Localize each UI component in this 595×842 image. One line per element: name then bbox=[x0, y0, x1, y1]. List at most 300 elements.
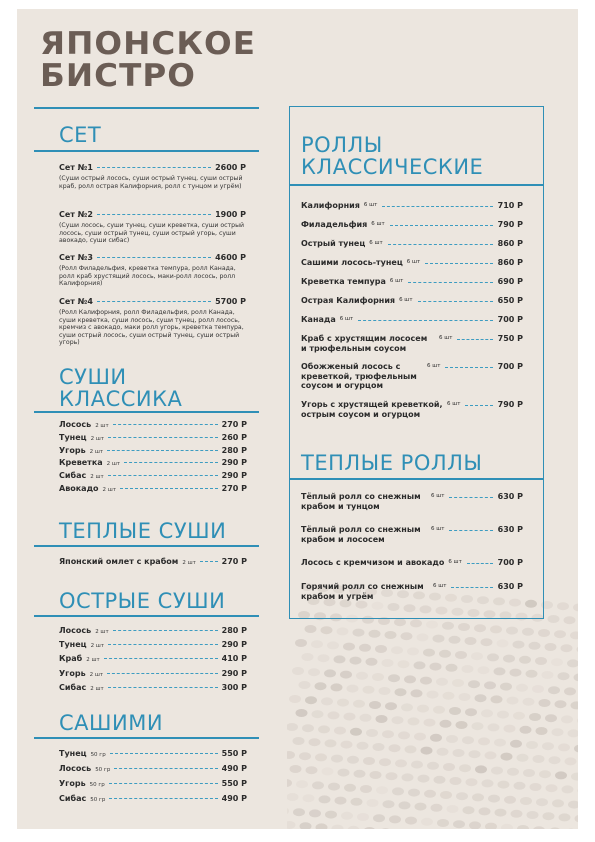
texture-cell bbox=[360, 785, 372, 793]
texture-cell bbox=[367, 799, 379, 807]
texture-cell bbox=[417, 705, 429, 713]
texture-cell bbox=[287, 807, 289, 815]
texture-cell bbox=[334, 655, 346, 663]
item-qty: 2 шт bbox=[90, 643, 105, 650]
texture-cell bbox=[302, 653, 314, 661]
texture-cell bbox=[533, 755, 545, 763]
menu-row bbox=[59, 764, 247, 775]
texture-cell bbox=[478, 666, 490, 674]
texture-cell bbox=[504, 725, 516, 733]
texture-cell bbox=[565, 757, 577, 765]
texture-cell bbox=[510, 669, 522, 677]
texture-cell bbox=[539, 770, 551, 778]
leader-dots bbox=[113, 424, 218, 425]
texture-cell bbox=[481, 709, 493, 717]
texture-cell bbox=[472, 722, 484, 730]
set-description: (Суши острый лосось, суши острый тунец, суши острый краб, ролл острая Калифорния, ролл с тунцом и угрём) bbox=[59, 175, 243, 190]
texture-cell bbox=[319, 795, 331, 803]
roll-name: Острая Калифорния bbox=[301, 296, 396, 305]
texture-cell bbox=[383, 800, 395, 808]
texture-cell bbox=[523, 698, 535, 706]
texture-cell bbox=[485, 751, 497, 759]
item-name: Угорь bbox=[59, 668, 86, 678]
texture-cell bbox=[465, 637, 477, 645]
roll-price: 700 Р bbox=[497, 558, 523, 567]
texture-cell bbox=[331, 683, 343, 691]
classic-rolls-title-2: КЛАССИЧЕСКИЕ bbox=[301, 155, 484, 179]
texture-cell bbox=[449, 636, 461, 644]
texture-cell bbox=[433, 635, 445, 643]
texture-cell bbox=[485, 823, 497, 829]
set-row bbox=[59, 163, 246, 174]
leader-dots bbox=[108, 644, 218, 645]
texture-cell bbox=[351, 798, 363, 806]
texture-cell bbox=[561, 644, 573, 652]
texture-cell bbox=[507, 768, 519, 776]
texture-cell bbox=[475, 694, 487, 702]
set-description: (Ролл Калифорния, ролл Филадельфия, ролл Канада, суши креветка, суши лосось, суши тунец, ролл лосось, кремчиз с авокадо, маки ролл угорь, креветка темпура, суши острый лосось, суши острый тунец, суши острый угорь) bbox=[59, 309, 244, 347]
texture-cell bbox=[340, 671, 352, 679]
roll-name: Горячий ролл со снежным крабом и угрём bbox=[301, 582, 424, 601]
set-name: Сет №1 bbox=[59, 163, 93, 172]
roll-row bbox=[301, 362, 523, 391]
leader-dots bbox=[97, 257, 211, 258]
texture-cell bbox=[552, 728, 564, 736]
texture-cell bbox=[344, 713, 356, 721]
menu-row bbox=[59, 794, 247, 805]
texture-cell bbox=[408, 789, 420, 797]
item-name: Угорь bbox=[59, 779, 86, 788]
sushi-classic-title-1: СУШИ bbox=[59, 365, 127, 389]
texture-cell bbox=[434, 776, 446, 784]
texture-cell bbox=[421, 818, 433, 826]
item-price: 290 Р bbox=[221, 668, 247, 678]
texture-cell bbox=[471, 652, 483, 660]
sushi-classic-title-2: КЛАССИКА bbox=[59, 387, 183, 411]
roll-qty: 6 шт bbox=[433, 583, 447, 589]
texture-cell bbox=[337, 627, 349, 635]
set-name: Сет №4 bbox=[59, 297, 93, 306]
texture-cell bbox=[469, 750, 481, 758]
leader-dots bbox=[107, 673, 218, 674]
texture-cell bbox=[426, 621, 438, 629]
texture-cell bbox=[344, 784, 356, 792]
roll-name: Острый тунец bbox=[301, 239, 366, 248]
texture-cell bbox=[370, 771, 382, 779]
texture-cell bbox=[558, 743, 570, 751]
texture-cell bbox=[462, 736, 474, 744]
item-qty: 2 шт bbox=[102, 487, 117, 493]
texture-cell bbox=[421, 747, 433, 755]
leader-dots bbox=[97, 214, 211, 215]
leader-dots bbox=[108, 437, 218, 438]
leader-dots bbox=[388, 239, 493, 245]
texture-cell bbox=[287, 723, 298, 731]
texture-cell bbox=[337, 699, 349, 707]
texture-cell bbox=[439, 650, 451, 658]
texture-cell bbox=[287, 779, 292, 787]
texture-cell bbox=[415, 803, 427, 811]
item-name: Тунец bbox=[59, 640, 87, 650]
leader-dots bbox=[465, 400, 492, 406]
item-name: Тунец bbox=[59, 432, 87, 442]
item-price: 280 Р bbox=[221, 445, 247, 455]
texture-cell bbox=[542, 742, 554, 750]
texture-cell bbox=[567, 659, 578, 667]
leader-dots bbox=[108, 475, 218, 476]
texture-cell bbox=[353, 700, 365, 708]
item-price: 410 Р bbox=[221, 654, 247, 664]
set-price: 1900 Р bbox=[215, 210, 246, 219]
texture-cell bbox=[548, 615, 560, 623]
menu-row bbox=[59, 458, 247, 469]
menu-row bbox=[59, 420, 247, 431]
roll-price: 700 Р bbox=[497, 362, 523, 371]
roll-row bbox=[301, 220, 523, 230]
sashimi-divider bbox=[34, 737, 259, 739]
texture-cell bbox=[296, 780, 308, 788]
texture-cell bbox=[564, 687, 576, 695]
menu-row bbox=[59, 433, 247, 444]
texture-cell bbox=[357, 813, 369, 821]
leader-dots bbox=[467, 558, 493, 564]
texture-cell bbox=[548, 686, 560, 694]
roll-qty: 6 шт bbox=[431, 526, 445, 532]
item-name: Краб bbox=[59, 654, 83, 664]
texture-cell bbox=[385, 631, 397, 639]
leader-dots bbox=[449, 525, 492, 531]
texture-cell bbox=[306, 766, 318, 774]
brand-line-1: ЯПОНСКОЕ bbox=[40, 26, 257, 62]
leader-dots bbox=[97, 301, 211, 302]
texture-cell bbox=[295, 639, 307, 647]
texture-cell bbox=[303, 794, 315, 802]
texture-cell bbox=[293, 808, 305, 816]
roll-price: 860 Р bbox=[497, 258, 523, 267]
set-row bbox=[59, 297, 246, 308]
texture-cell bbox=[513, 712, 525, 720]
texture-cell bbox=[506, 627, 518, 635]
texture-cell bbox=[498, 781, 510, 789]
roll-qty: 6 шт bbox=[448, 559, 462, 565]
texture-cell bbox=[357, 742, 369, 750]
texture-cell bbox=[424, 790, 436, 798]
leader-dots bbox=[358, 315, 492, 321]
roll-qty: 6 шт bbox=[406, 259, 421, 265]
leader-dots bbox=[124, 462, 218, 463]
texture-cell bbox=[458, 623, 470, 631]
texture-cell bbox=[290, 765, 302, 773]
leader-dots bbox=[110, 753, 218, 754]
texture-cell bbox=[440, 791, 452, 799]
texture-cell bbox=[523, 769, 535, 777]
set-title: СЕТ bbox=[59, 123, 102, 147]
texture-cell bbox=[405, 745, 417, 753]
texture-cell bbox=[407, 647, 419, 655]
texture-cell bbox=[287, 793, 299, 801]
texture-cell bbox=[309, 809, 321, 817]
roll-price: 710 Р bbox=[497, 201, 523, 210]
set-divider bbox=[34, 150, 259, 152]
item-qty: 50 гр bbox=[89, 782, 105, 788]
texture-cell bbox=[296, 709, 308, 717]
leader-dots bbox=[457, 334, 492, 340]
texture-cell bbox=[551, 658, 563, 666]
texture-cell bbox=[539, 699, 551, 707]
texture-cell bbox=[350, 728, 362, 736]
texture-cell bbox=[437, 819, 449, 827]
item-name: Авокадо bbox=[59, 484, 99, 493]
item-qty: 2 шт bbox=[89, 448, 104, 455]
texture-cell bbox=[350, 657, 362, 665]
texture-cell bbox=[331, 755, 343, 763]
texture-cell bbox=[472, 793, 484, 801]
item-name: Лосось bbox=[59, 764, 92, 773]
menu-row bbox=[59, 669, 247, 680]
texture-cell bbox=[510, 740, 522, 748]
set-price: 4600 Р bbox=[215, 253, 246, 262]
roll-row bbox=[301, 334, 523, 353]
item-qty: 50 гр bbox=[95, 767, 111, 773]
texture-cell bbox=[462, 665, 474, 673]
texture-cell bbox=[575, 815, 579, 823]
texture-cell bbox=[414, 733, 426, 741]
set-description: (Суши лосось, суши тунец, суши креветка, суши острый лосось, суши острый тунец, суши острый угорь, суши авокадо, суши сибас) bbox=[59, 222, 244, 245]
texture-cell bbox=[573, 603, 578, 611]
brand-line-2: БИСТРО bbox=[40, 58, 196, 94]
texture-cell bbox=[526, 741, 538, 749]
texture-cell bbox=[328, 783, 340, 791]
texture-cell bbox=[516, 684, 528, 692]
texture-cell bbox=[568, 729, 579, 737]
texture-cell bbox=[338, 769, 350, 777]
texture-cell bbox=[500, 683, 512, 691]
item-qty: 50 гр bbox=[90, 797, 106, 803]
set-description: (Ролл Филадельфия, креветка темпура, ролл Канада, ролл краб хрустящий лосось, маки-ролл лосось, ролл Калифорния) bbox=[59, 265, 236, 288]
texture-cell bbox=[549, 827, 561, 829]
texture-cell bbox=[453, 820, 465, 828]
leader-dots bbox=[120, 488, 218, 489]
texture-cell bbox=[354, 770, 366, 778]
warm-rolls-divider bbox=[289, 478, 544, 480]
texture-cell bbox=[379, 758, 391, 766]
roll-row bbox=[301, 525, 523, 544]
texture-cell bbox=[558, 672, 570, 680]
roll-name: Креветка темпура bbox=[301, 277, 386, 286]
texture-cell bbox=[447, 805, 459, 813]
roll-row bbox=[301, 558, 523, 568]
texture-cell bbox=[568, 801, 578, 809]
texture-cell bbox=[571, 701, 579, 709]
item-qty: 2 шт bbox=[95, 423, 109, 429]
texture-cell bbox=[430, 734, 442, 742]
item-qty: 2 шт bbox=[90, 435, 105, 442]
texture-cell bbox=[474, 624, 486, 632]
roll-row bbox=[301, 492, 523, 511]
leader-dots bbox=[408, 277, 492, 283]
texture-cell bbox=[517, 754, 529, 762]
texture-cell bbox=[327, 641, 339, 649]
texture-cell bbox=[293, 737, 305, 745]
texture-cell bbox=[417, 633, 429, 641]
leader-dots bbox=[449, 492, 492, 498]
texture-cell bbox=[481, 638, 493, 646]
leader-dots bbox=[451, 582, 492, 588]
texture-cell bbox=[577, 717, 578, 725]
texture-cell bbox=[411, 761, 423, 769]
texture-cell bbox=[420, 677, 432, 685]
texture-cell bbox=[554, 630, 566, 638]
texture-cell bbox=[479, 807, 491, 815]
roll-qty: 6 шт bbox=[439, 335, 453, 341]
texture-cell bbox=[478, 737, 490, 745]
texture-cell bbox=[543, 812, 555, 820]
roll-qty: 6 шт bbox=[363, 202, 378, 208]
texture-cell bbox=[527, 811, 539, 819]
menu-row bbox=[59, 779, 247, 790]
texture-cell bbox=[578, 787, 579, 795]
texture-cell bbox=[427, 691, 439, 699]
texture-cell bbox=[442, 622, 454, 630]
texture-cell bbox=[315, 682, 327, 690]
item-name: Сибас bbox=[59, 682, 87, 692]
texture-cell bbox=[466, 778, 478, 786]
texture-cell bbox=[482, 779, 494, 787]
texture-cell bbox=[494, 739, 506, 747]
texture-cell bbox=[353, 629, 365, 637]
texture-cell bbox=[402, 773, 414, 781]
item-price: 290 Р bbox=[221, 458, 247, 468]
texture-cell bbox=[561, 715, 573, 723]
roll-qty: 6 шт bbox=[399, 297, 413, 303]
leader-dots bbox=[425, 258, 492, 264]
texture-cell bbox=[513, 641, 525, 649]
item-price: 550 Р bbox=[221, 749, 247, 758]
roll-row bbox=[301, 582, 523, 601]
texture-cell bbox=[385, 702, 397, 710]
texture-cell bbox=[433, 706, 445, 714]
texture-cell bbox=[359, 644, 371, 652]
texture-cell bbox=[430, 663, 442, 671]
leader-dots bbox=[108, 687, 218, 688]
texture-cell bbox=[465, 708, 477, 716]
texture-cell bbox=[463, 806, 475, 814]
texture-cell bbox=[341, 812, 353, 820]
texture-cell bbox=[536, 727, 548, 735]
texture-cell bbox=[503, 655, 515, 663]
roll-price: 630 Р bbox=[497, 525, 523, 534]
texture-cell bbox=[577, 645, 579, 653]
texture-cell bbox=[395, 759, 407, 767]
texture-cell bbox=[497, 711, 509, 719]
texture-cell bbox=[449, 707, 461, 715]
menu-row bbox=[59, 683, 247, 694]
texture-cell bbox=[311, 640, 323, 648]
classic-rolls-title-1: РОЛЛЫ bbox=[301, 133, 383, 157]
texture-cell bbox=[427, 762, 439, 770]
texture-cell bbox=[487, 653, 499, 661]
texture-cell bbox=[562, 785, 574, 793]
item-qty: 50 гр bbox=[90, 752, 106, 758]
texture-cell bbox=[366, 658, 378, 666]
texture-cell bbox=[312, 781, 324, 789]
texture-cell bbox=[332, 825, 344, 829]
leader-dots bbox=[382, 201, 492, 207]
texture-cell bbox=[535, 657, 547, 665]
item-price: 550 Р bbox=[221, 779, 247, 788]
item-qty: 2 шт bbox=[90, 685, 104, 692]
brand-logo bbox=[40, 28, 256, 92]
item-price: 290 Р bbox=[221, 471, 247, 481]
roll-row bbox=[301, 296, 523, 306]
texture-cell bbox=[299, 681, 311, 689]
texture-cell bbox=[292, 667, 304, 675]
set-name: Сет №3 bbox=[59, 253, 93, 262]
roll-name: Обожженый лосось с креветкой, трюфельным соусом и огурцом bbox=[301, 362, 417, 391]
texture-cell bbox=[526, 670, 538, 678]
item-name: Тунец bbox=[59, 749, 87, 758]
texture-cell bbox=[423, 649, 435, 657]
texture-cell bbox=[363, 757, 375, 765]
texture-cell bbox=[398, 660, 410, 668]
roll-qty: 6 шт bbox=[431, 493, 445, 499]
texture-cell bbox=[386, 772, 398, 780]
classic-rolls-divider bbox=[289, 184, 544, 186]
texture-cell bbox=[287, 821, 296, 829]
texture-cell bbox=[446, 735, 458, 743]
item-qty: 2 шт bbox=[106, 461, 121, 468]
texture-cell bbox=[325, 739, 337, 747]
texture-cell bbox=[324, 669, 336, 677]
item-name: Японский омлет с крабом bbox=[59, 557, 179, 566]
texture-cell bbox=[408, 717, 420, 725]
roll-price: 790 Р bbox=[497, 400, 523, 409]
menu-row bbox=[59, 471, 247, 482]
texture-cell bbox=[300, 822, 312, 829]
roll-name: Лосось с кремчизом и авокадо bbox=[301, 558, 445, 567]
roll-row bbox=[301, 258, 523, 268]
roll-name: Филадельфия bbox=[301, 220, 368, 229]
texture-cell bbox=[455, 651, 467, 659]
texture-cell bbox=[488, 795, 500, 803]
texture-cell bbox=[530, 783, 542, 791]
texture-cell bbox=[366, 729, 378, 737]
texture-cell bbox=[401, 632, 413, 640]
texture-cell bbox=[459, 693, 471, 701]
item-price: 270 Р bbox=[221, 484, 247, 493]
item-name: Сибас bbox=[59, 794, 87, 803]
roll-name: Сашими лосось-тунец bbox=[301, 258, 403, 267]
roll-name: Канада bbox=[301, 315, 336, 324]
texture-cell bbox=[380, 828, 392, 829]
menu-row bbox=[59, 484, 247, 495]
roll-price: 700 Р bbox=[497, 315, 523, 324]
texture-cell bbox=[564, 616, 576, 624]
texture-cell bbox=[369, 630, 381, 638]
roll-price: 860 Р bbox=[497, 239, 523, 248]
texture-cell bbox=[309, 738, 321, 746]
texture-cell bbox=[315, 753, 327, 761]
menu-row bbox=[59, 557, 247, 568]
texture-cell bbox=[529, 642, 541, 650]
item-price: 300 Р bbox=[221, 682, 247, 692]
sashimi-title: САШИМИ bbox=[59, 711, 164, 735]
roll-qty: 6 шт bbox=[447, 401, 461, 407]
texture-cell bbox=[468, 680, 480, 688]
item-name: Сибас bbox=[59, 471, 87, 481]
set-row bbox=[59, 253, 246, 264]
texture-cell bbox=[440, 720, 452, 728]
